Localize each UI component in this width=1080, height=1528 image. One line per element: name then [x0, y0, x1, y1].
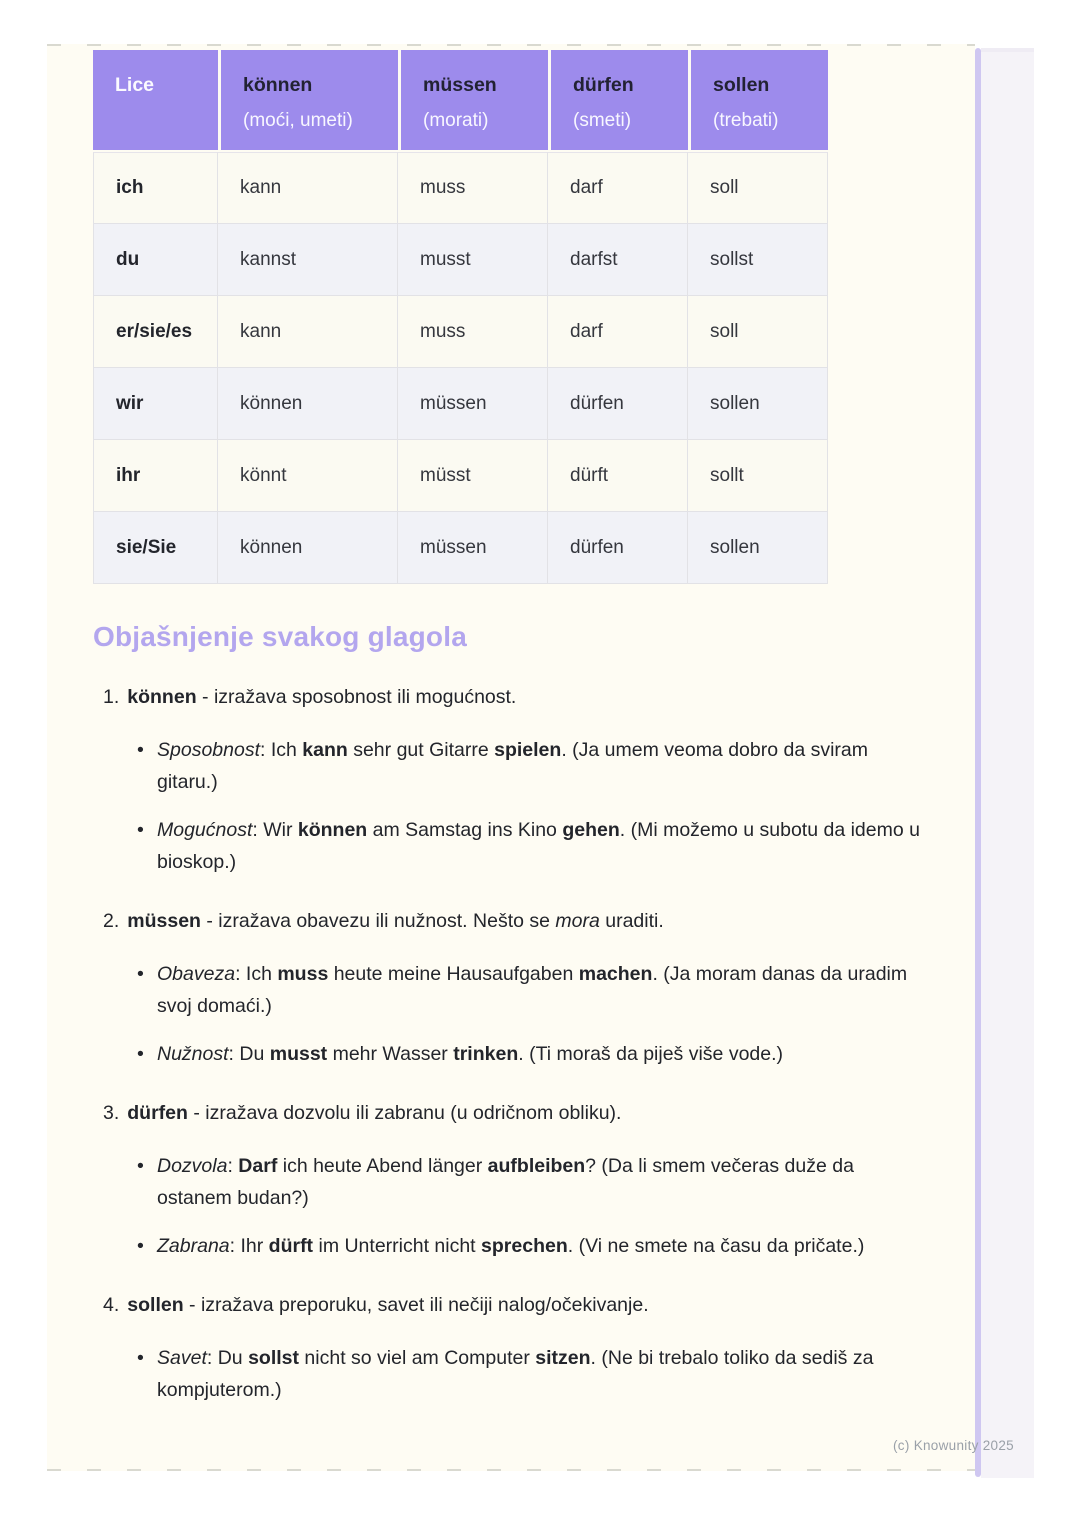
bullet-icon: • [137, 963, 144, 985]
item-lead [93, 682, 929, 712]
person-cell: ich [93, 152, 218, 224]
table-cell: könnt [218, 440, 398, 512]
header-cell-sollen [688, 50, 828, 150]
modal-verbs-table [93, 50, 828, 584]
bullet-icon: • [137, 1155, 144, 1177]
table-cell: kann [218, 296, 398, 368]
header-subtitle: (morati) [423, 110, 489, 131]
table-cell: dürfen [548, 368, 688, 440]
item-number: 3. [103, 1102, 120, 1124]
bullet-item [137, 1038, 929, 1070]
item-lead [93, 1290, 929, 1320]
bullet-icon: • [137, 819, 144, 841]
header-title: dürfen [573, 74, 634, 96]
item-lead-text: müssen - izražava obavezu ili nužnost. Nešto se mora uraditi. [127, 910, 664, 932]
copyright-notice: (c) Knowunity 2025 [893, 1438, 1014, 1453]
item-number: 4. [103, 1294, 120, 1316]
document-page [47, 44, 975, 1471]
table-cell: müsst [398, 440, 548, 512]
item-bullets [93, 1342, 929, 1406]
header-subtitle: (trebati) [713, 110, 779, 131]
bullet-item [137, 1150, 929, 1214]
bullet-item [137, 1230, 929, 1262]
bullet-item [137, 734, 929, 798]
header-cell-duerfen [548, 50, 688, 150]
item-bullets [93, 734, 929, 878]
header-title: können [243, 74, 313, 96]
table-cell: musst [398, 224, 548, 296]
header-subtitle: (smeti) [573, 110, 632, 131]
table-cell: müssen [398, 512, 548, 584]
table-row-du [93, 224, 828, 296]
table-cell: kann [218, 152, 398, 224]
item-number: 2. [103, 910, 120, 932]
table-row-er-sie-es [93, 296, 828, 368]
table-row-sie-Sie [93, 512, 828, 584]
bullet-item [137, 1342, 929, 1406]
table-cell: dürfen [548, 512, 688, 584]
bullet-text: Mogućnost: Wir können am Samstag ins Kino gehen. (Mi možemo u subotu da idemo u bioskop.) [157, 819, 920, 873]
table-cell: muss [398, 152, 548, 224]
section-heading: Objašnjenje svakog glagola [93, 621, 467, 652]
item-number: 1. [103, 686, 120, 708]
item-lead [93, 1098, 929, 1128]
item-lead-text: dürfen - izražava dozvolu ili zabranu (u odričnom obliku). [127, 1102, 622, 1124]
adjacent-page-edge [981, 48, 1034, 1478]
header-cell-lice [93, 50, 218, 150]
table-cell: kannst [218, 224, 398, 296]
header-cell-koennen [218, 50, 398, 150]
table-body [93, 152, 828, 584]
bullet-icon: • [137, 1235, 144, 1257]
person-cell: wir [93, 368, 218, 440]
item-lead-text: können - izražava sposobnost ili mogućnost. [127, 686, 517, 708]
table-cell: sollt [688, 440, 828, 512]
person-cell: sie/Sie [93, 512, 218, 584]
bullet-text: Obaveza: Ich muss heute meine Hausaufgaben machen. (Ja moram danas da uradim svoj domaći.) [157, 963, 908, 1017]
bullet-text: Sposobnost: Ich kann sehr gut Gitarre spielen. (Ja umem veoma dobro da sviram gitaru.) [157, 739, 869, 793]
list-item-koennen [93, 682, 929, 878]
bullet-text: Zabrana: Ihr dürft im Unterricht nicht sprechen. (Vi ne smete na času da pričate.) [157, 1235, 865, 1257]
item-lead-text: sollen - izražava preporuku, savet ili nečiji nalog/očekivanje. [127, 1294, 649, 1316]
header-title: sollen [713, 74, 770, 96]
bullet-text: Dozvola: Darf ich heute Abend länger aufbleiben? (Da li smem večeras duže da ostanem budan?) [157, 1155, 854, 1209]
header-title: Lice [115, 74, 155, 96]
person-cell: ihr [93, 440, 218, 512]
table-cell: müssen [398, 368, 548, 440]
table-cell: soll [688, 152, 828, 224]
table-cell: darf [548, 296, 688, 368]
list-item-sollen [93, 1290, 929, 1406]
bullet-text: Savet: Du sollst nicht so viel am Computer sitzen. (Ne bi trebalo toliko da sediš za kompjuterom.) [157, 1347, 874, 1401]
table-header-row [93, 50, 828, 150]
table-cell: darfst [548, 224, 688, 296]
bullet-item [137, 814, 929, 878]
table-row-wir [93, 368, 828, 440]
bullet-item [137, 958, 929, 1022]
table-cell: sollen [688, 512, 828, 584]
table-cell: dürft [548, 440, 688, 512]
list-item-muessen [93, 906, 929, 1070]
header-cell-muessen [398, 50, 548, 150]
bullet-text: Nužnost: Du musst mehr Wasser trinken. (Ti moraš da piješ više vode.) [157, 1043, 784, 1065]
item-lead [93, 906, 929, 936]
header-subtitle: (moći, umeti) [243, 110, 353, 131]
bullet-icon: • [137, 739, 144, 761]
bullet-icon: • [137, 1347, 144, 1369]
table-cell: sollen [688, 368, 828, 440]
verb-explanations-list [93, 682, 929, 1406]
table-cell: muss [398, 296, 548, 368]
table-row-ihr [93, 440, 828, 512]
person-cell: du [93, 224, 218, 296]
table-row-ich [93, 152, 828, 224]
table-cell: darf [548, 152, 688, 224]
person-cell: er/sie/es [93, 296, 218, 368]
table-cell: sollst [688, 224, 828, 296]
table-cell: soll [688, 296, 828, 368]
table-cell: können [218, 512, 398, 584]
bullet-icon: • [137, 1043, 144, 1065]
list-item-duerfen [93, 1098, 929, 1262]
header-title: müssen [423, 74, 497, 96]
item-bullets [93, 1150, 929, 1262]
item-bullets [93, 958, 929, 1070]
table-cell: können [218, 368, 398, 440]
